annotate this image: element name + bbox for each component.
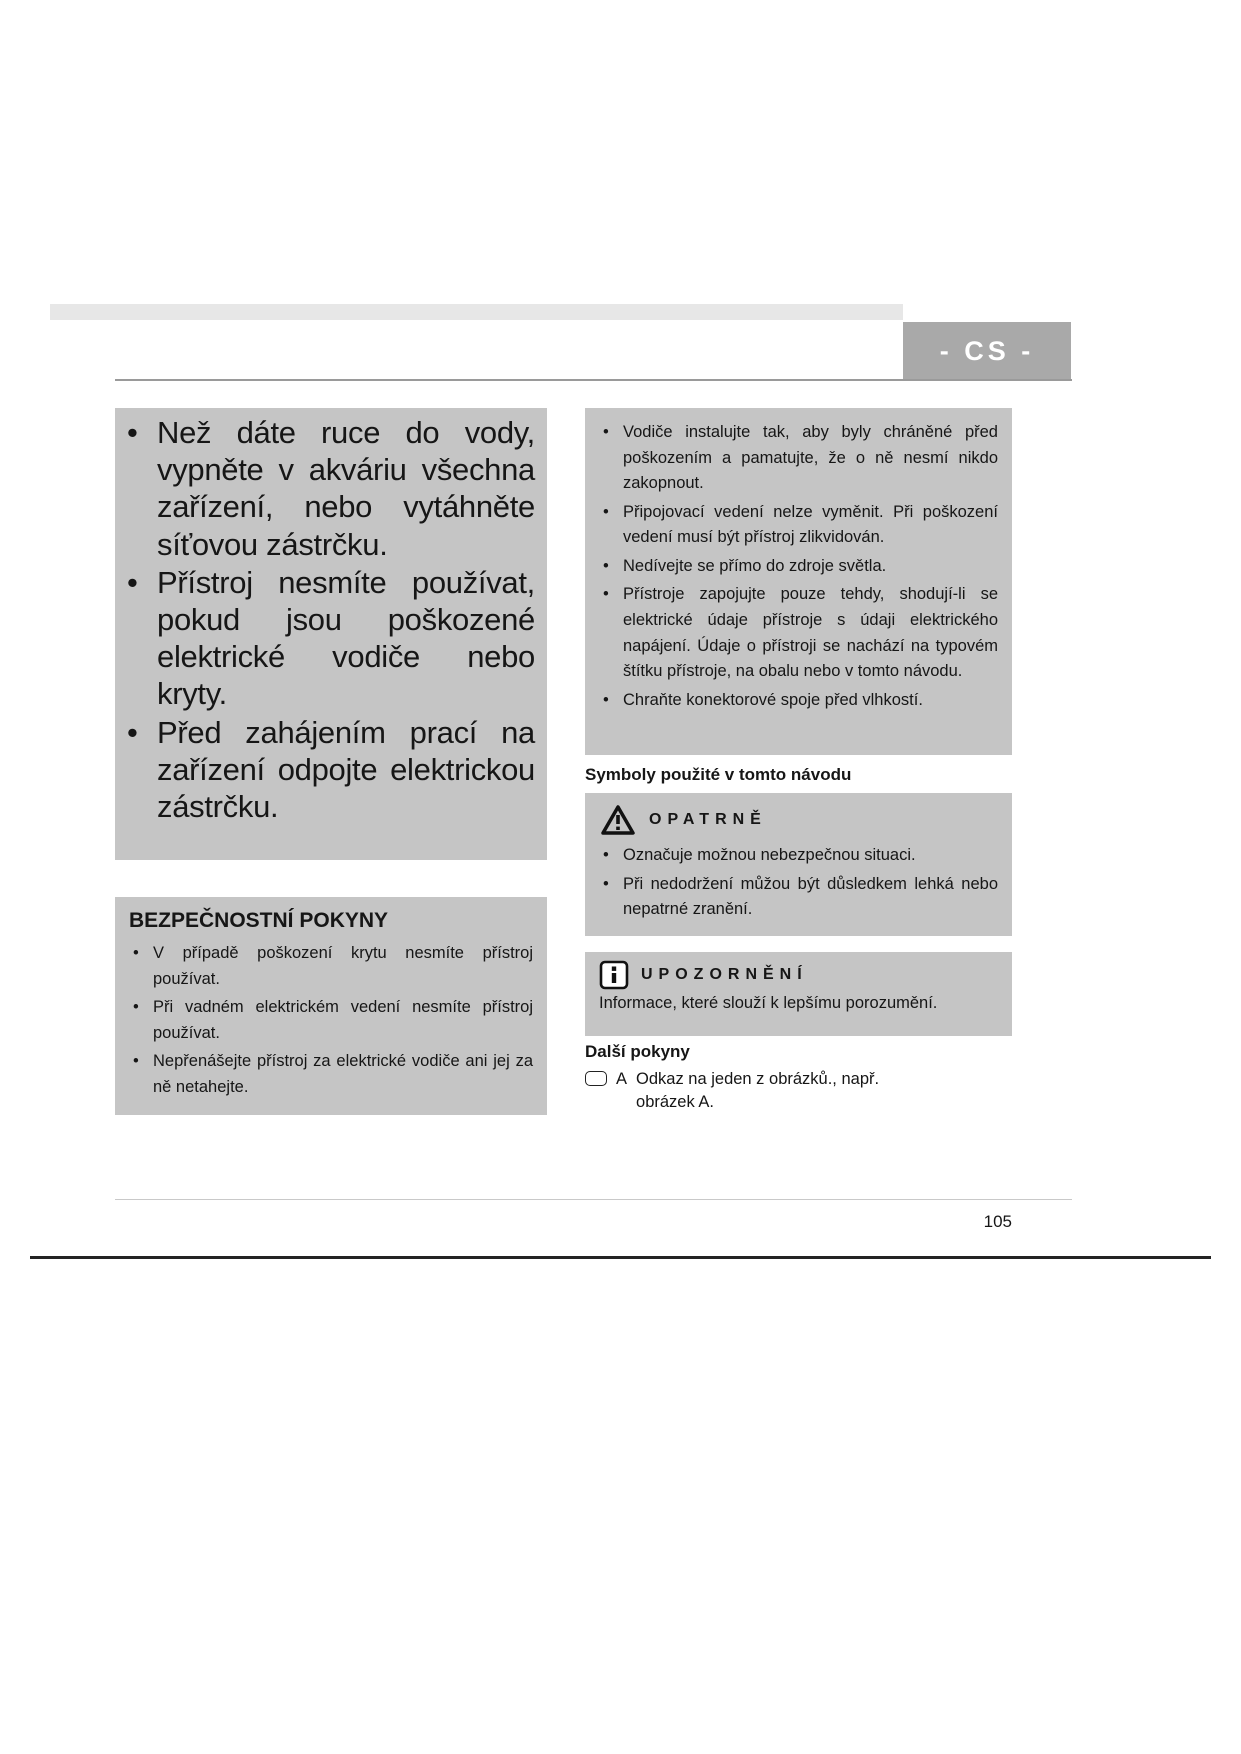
caution-box [585, 793, 1012, 936]
wiring-item: • Nedívejte se přímo do zdroje světla. [599, 554, 998, 580]
wiring-item: • Připojovací vedení nelze vyměnit. Při poškození vedení musí být přístroj zlikvidován. [599, 500, 998, 551]
bottom-rule [30, 1256, 1211, 1259]
warning-item: • Přístroj nesmíte používat, pokud jsou poškozené elektrické vodiče nebo kryty. [125, 564, 535, 713]
figure-reference-text: Odkaz na jeden z obrázků., např. obrázek A. [636, 1070, 880, 1112]
header-rule [115, 379, 1072, 381]
safety-item: • V případě poškození krytu nesmíte přístroj používat. [129, 941, 533, 992]
primary-warning-box [115, 408, 547, 860]
caution-item: • Označuje možnou nebezpečnou situaci. [599, 843, 998, 869]
safety-instructions-box [115, 897, 547, 1115]
wiring-list [599, 420, 998, 713]
language-badge: - CS - [903, 322, 1071, 380]
footer-rule [115, 1199, 1072, 1200]
warning-triangle-icon [599, 803, 637, 837]
caution-header [599, 803, 998, 837]
notice-box [585, 952, 1012, 1036]
header-band [50, 304, 903, 320]
safety-title: BEZPEČNOSTNÍ POKYNY [129, 909, 389, 932]
wiring-item: • Chraňte konektorové spoje před vlhkostí. [599, 688, 998, 714]
figure-reference-marker: A [616, 1070, 628, 1088]
figure-frame-icon [585, 1071, 607, 1086]
figure-reference [585, 1068, 945, 1114]
caution-label: OPATRNĚ [649, 811, 767, 828]
caution-item: • Při nedodržení můžou být důsledkem lehká nebo nepatrné zranění. [599, 872, 998, 923]
warning-list [125, 414, 535, 825]
symbols-heading: Symboly použité v tomto návodu [585, 765, 852, 784]
info-icon [599, 960, 629, 990]
safety-list [129, 941, 533, 1100]
notice-header [599, 960, 998, 990]
notice-label: UPOZORNĚNÍ [641, 966, 808, 983]
safety-item: • Při vadném elektrickém vedení nesmíte přístroj používat. [129, 995, 533, 1046]
safety-item: • Nepřenášejte přístroj za elektrické vodiče ani jej za ně netahejte. [129, 1049, 533, 1100]
wiring-instructions-box [585, 408, 1012, 755]
caution-list [599, 843, 998, 923]
further-instructions-heading: Další pokyny [585, 1042, 690, 1061]
wiring-item: • Vodiče instalujte tak, aby byly chráněné před poškozením a pamatujte, že o ně nesmí nikdo zakopnout. [599, 420, 998, 497]
wiring-item: • Přístroje zapojujte pouze tehdy, shodují-li se elektrické údaje přístroje s údaji elektrického napájení. Údaje o přístroji se nachází na typovém štítku přístroje, na obalu nebo v tomto návodu. [599, 582, 998, 684]
warning-item: • Než dáte ruce do vody, vypněte v akváriu všechna zařízení, nebo vytáhněte síťovou zástrčku. [125, 414, 535, 563]
notice-text: Informace, které slouží k lepšímu porozumění. [599, 994, 938, 1012]
page-number: 105 [983, 1212, 1012, 1231]
warning-item: • Před zahájením prací na zařízení odpojte elektrickou zástrčku. [125, 714, 535, 826]
